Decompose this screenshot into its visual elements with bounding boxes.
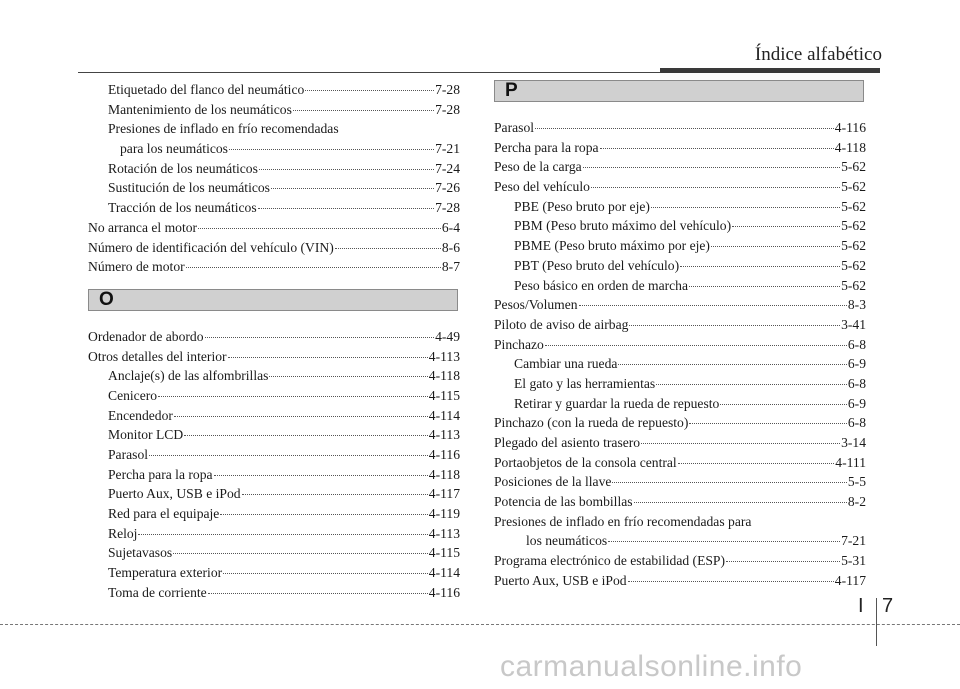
index-entry [88, 218, 460, 238]
dot-leader [732, 226, 840, 227]
entry-page-ref: 4-113 [428, 348, 460, 364]
index-entry [88, 139, 460, 159]
index-entry [494, 295, 866, 315]
entry-term: Rotación de los neumáticos [108, 160, 258, 176]
entry-page-ref: 4-118 [428, 368, 460, 384]
entry-page-ref: 5-31 [841, 553, 866, 569]
dot-leader [618, 364, 846, 365]
entry-page-ref: 4-117 [428, 486, 460, 502]
dot-leader [608, 541, 840, 542]
entry-term: Puerto Aux, USB e iPod [494, 572, 627, 588]
index-entry [494, 413, 866, 433]
dot-leader [173, 553, 428, 554]
entry-page-ref: 4-115 [428, 545, 460, 561]
entry-term: Encendedor [108, 407, 173, 423]
entry-term: Mantenimiento de los neumáticos [108, 101, 292, 117]
entry-page-ref: 8-2 [847, 494, 866, 510]
dot-leader [656, 384, 847, 385]
entry-term: Temperatura exterior [108, 565, 223, 581]
entry-page-ref: 4-118 [834, 139, 866, 155]
entry-term: Percha para la ropa [494, 139, 599, 155]
index-entry [88, 484, 460, 504]
index-entry [88, 80, 460, 100]
entry-term: Sustitución de los neumáticos [108, 180, 270, 196]
dot-leader [545, 345, 847, 346]
entry-page-ref: 8-3 [847, 297, 866, 313]
index-entry [88, 563, 460, 583]
entry-page-ref: 4-111 [835, 454, 866, 470]
index-entry [494, 433, 866, 453]
entry-page-ref: 8-7 [441, 259, 460, 275]
dot-leader [591, 187, 840, 188]
index-entry [494, 453, 866, 473]
entry-term: Tracción de los neumáticos [108, 200, 257, 216]
dot-leader [228, 357, 428, 358]
index-entry [494, 157, 866, 177]
index-entry [88, 425, 460, 445]
dot-leader [535, 128, 834, 129]
entry-term: PBME (Peso bruto máximo por eje) [514, 238, 710, 254]
index-list-p [494, 118, 866, 591]
entry-page-ref: 4-118 [428, 466, 460, 482]
header-accent-bar [660, 68, 880, 73]
index-entry [494, 492, 866, 512]
index-entry [88, 445, 460, 465]
dot-leader [269, 376, 427, 377]
entry-page-ref: 6-8 [847, 375, 866, 391]
index-list-o [88, 327, 460, 603]
index-entry [494, 551, 866, 571]
entry-page-ref: 3-41 [841, 316, 866, 332]
entry-page-ref: 4-116 [834, 120, 866, 135]
entry-page-ref: 5-62 [841, 179, 866, 195]
watermark: carmanualsonline.info [500, 650, 803, 683]
dot-leader [242, 494, 428, 495]
entry-term: Portaobjetos de la consola central [494, 454, 677, 470]
index-entry [494, 571, 866, 591]
entry-term: Peso de la carga [494, 159, 582, 175]
entry-page-ref: 4-113 [428, 427, 460, 443]
entry-page-ref: 4-114 [428, 407, 460, 423]
entry-page-ref: 7-28 [435, 82, 460, 97]
entry-term: Plegado del asiento trasero [494, 435, 641, 450]
entry-term: para los neumáticos [120, 141, 228, 157]
entry-term: Programa electrónico de estabilidad (ESP) [494, 553, 726, 569]
entry-page-ref: 5-62 [841, 218, 866, 234]
index-entry [88, 386, 460, 406]
dot-leader [259, 169, 434, 170]
dot-leader [184, 435, 428, 436]
entry-term: Parasol [108, 447, 149, 462]
index-entry [88, 119, 460, 139]
dot-leader [158, 396, 428, 397]
index-entry [88, 178, 460, 198]
entry-term: Parasol [494, 120, 535, 135]
dot-leader [149, 455, 428, 456]
entry-term: Pinchazo [494, 336, 544, 352]
index-column-right [494, 80, 866, 591]
entry-term: PBT (Peso bruto del vehículo) [514, 257, 680, 273]
dot-leader [711, 246, 840, 247]
index-column-left [88, 80, 460, 603]
dot-leader [689, 286, 840, 287]
section-number: I [858, 595, 864, 617]
entry-page-ref: 6-4 [441, 219, 460, 235]
dot-leader [628, 581, 834, 582]
dot-leader [726, 561, 840, 562]
index-entry [494, 216, 866, 236]
index-entry [494, 315, 866, 335]
dot-leader [214, 475, 428, 476]
section-letter: P [505, 80, 518, 101]
dot-leader [680, 266, 840, 267]
entry-term: Percha para la ropa [108, 466, 213, 482]
dot-leader [138, 534, 427, 535]
entry-page-ref: 7-26 [435, 180, 460, 196]
index-entry [88, 465, 460, 485]
entry-page-ref: 6-8 [847, 336, 866, 352]
dot-leader [629, 325, 840, 326]
entry-term: Piloto de aviso de airbag [494, 316, 629, 332]
entry-term: Cambiar una rueda [514, 356, 618, 372]
index-entry [494, 354, 866, 374]
index-entry [88, 583, 460, 603]
dot-leader [678, 463, 835, 464]
entry-term: Número de motor [88, 259, 185, 275]
index-entry [494, 335, 866, 355]
entry-term: Potencia de las bombillas [494, 494, 633, 510]
index-entry [494, 197, 866, 217]
index-entry [494, 236, 866, 256]
index-entry [494, 118, 866, 138]
entry-page-ref: 4-49 [435, 328, 460, 344]
dot-leader [612, 482, 846, 483]
index-entry [494, 177, 866, 197]
index-list-n [88, 80, 460, 277]
index-entry [88, 198, 460, 218]
index-entry [88, 504, 460, 524]
entry-page-ref: 6-9 [847, 395, 866, 411]
dot-leader [220, 514, 427, 515]
dot-leader [186, 267, 441, 268]
entry-page-ref: 4-115 [428, 387, 460, 403]
entry-page-ref: 7-21 [841, 533, 866, 549]
entry-term: Reloj [108, 525, 138, 541]
index-entry [88, 159, 460, 179]
dot-leader [258, 208, 434, 209]
entry-page-ref: 6-8 [847, 415, 866, 431]
dot-leader [600, 148, 834, 149]
entry-page-ref: 4-116 [428, 584, 460, 600]
index-entry [494, 512, 866, 532]
dot-leader [208, 593, 428, 594]
entry-term: Ordenador de abordo [88, 328, 204, 344]
index-entry [494, 394, 866, 414]
index-entry [494, 374, 866, 394]
dot-leader [271, 188, 434, 189]
entry-term: Posiciones de la llave [494, 474, 612, 490]
entry-term: Toma de corriente [108, 584, 207, 600]
footer-rule [0, 624, 960, 626]
entry-page-ref: 4-116 [428, 447, 460, 462]
dot-leader [641, 443, 840, 444]
entry-term: PBM (Peso bruto máximo del vehículo) [514, 218, 732, 234]
index-entry [88, 327, 460, 347]
index-entry [494, 276, 866, 296]
entry-term: Etiquetado del flanco del neumático [108, 82, 305, 97]
entry-page-ref: 8-6 [441, 239, 460, 255]
entry-term: Anclaje(s) de las alfombrillas [108, 368, 269, 384]
index-entry [88, 100, 460, 120]
entry-page-ref: 5-62 [841, 159, 866, 175]
dot-leader [205, 337, 435, 338]
dot-leader [651, 207, 840, 208]
header-title: Índice alfabético [754, 44, 882, 65]
dot-leader [335, 248, 441, 249]
entry-term: Monitor LCD [108, 427, 184, 443]
entry-term: Retirar y guardar la rueda de repuesto [514, 395, 720, 411]
entry-term: Número de identificación del vehículo (VIN) [88, 239, 334, 255]
entry-page-ref: 5-62 [841, 277, 866, 293]
entry-term: Sujetavasos [108, 545, 173, 561]
dot-leader [583, 167, 840, 168]
entry-term: Pinchazo (con la rueda de repuesto) [494, 415, 689, 431]
entry-page-ref: 4-117 [834, 572, 866, 588]
dot-leader [293, 110, 434, 111]
entry-page-ref: 4-114 [428, 565, 460, 581]
index-entry [88, 347, 460, 367]
dot-leader [198, 228, 441, 229]
section-header-p [494, 80, 864, 102]
index-entry [88, 524, 460, 544]
entry-term: PBE (Peso bruto por eje) [514, 198, 650, 214]
entry-page-ref: 7-21 [435, 141, 460, 157]
dot-leader [174, 416, 428, 417]
index-entry [494, 531, 866, 551]
section-letter: O [99, 288, 114, 310]
page-number-value: 7 [882, 595, 894, 617]
index-entry [88, 257, 460, 277]
entry-page-ref: 7-28 [435, 101, 460, 117]
index-entry [88, 406, 460, 426]
entry-page-ref: 4-119 [428, 506, 460, 522]
section-header-o [88, 289, 458, 311]
entry-term: Presiones de inflado en frío recomendadas para [494, 513, 752, 529]
entry-term: Peso del vehículo [494, 179, 590, 195]
entry-term: Peso básico en orden de marcha [514, 277, 689, 293]
dot-leader [229, 149, 434, 150]
dot-leader [720, 404, 847, 405]
index-entry [494, 138, 866, 158]
entry-page-ref: 4-113 [428, 525, 460, 541]
entry-term: Cenicero [108, 387, 158, 403]
dot-leader [579, 305, 847, 306]
footer-divider [876, 598, 877, 646]
entry-page-ref: 5-62 [841, 257, 866, 273]
entry-term: los neumáticos [526, 533, 608, 549]
entry-page-ref: 5-62 [841, 238, 866, 254]
dot-leader [223, 573, 428, 574]
entry-page-ref: 5-62 [841, 198, 866, 214]
entry-page-ref: 3-14 [841, 435, 866, 450]
index-entry [494, 256, 866, 276]
dot-leader [689, 423, 846, 424]
dot-leader [305, 90, 434, 91]
entry-term: No arranca el motor [88, 219, 198, 235]
index-entry [88, 366, 460, 386]
dot-leader [634, 502, 847, 503]
entry-page-ref: 5-5 [847, 474, 866, 490]
entry-page-ref: 7-28 [435, 200, 460, 216]
index-entry [88, 238, 460, 258]
entry-term: Puerto Aux, USB e iPod [108, 486, 241, 502]
entry-term: El gato y las herramientas [514, 375, 656, 391]
entry-term: Pesos/Volumen [494, 297, 578, 313]
entry-term: Red para el equipaje [108, 506, 220, 522]
index-entry [494, 472, 866, 492]
index-entry [88, 543, 460, 563]
entry-term: Presiones de inflado en frío recomendadas [108, 121, 339, 137]
entry-page-ref: 7-24 [435, 160, 460, 176]
entry-term: Otros detalles del interior [88, 348, 227, 364]
entry-page-ref: 6-9 [847, 356, 866, 372]
